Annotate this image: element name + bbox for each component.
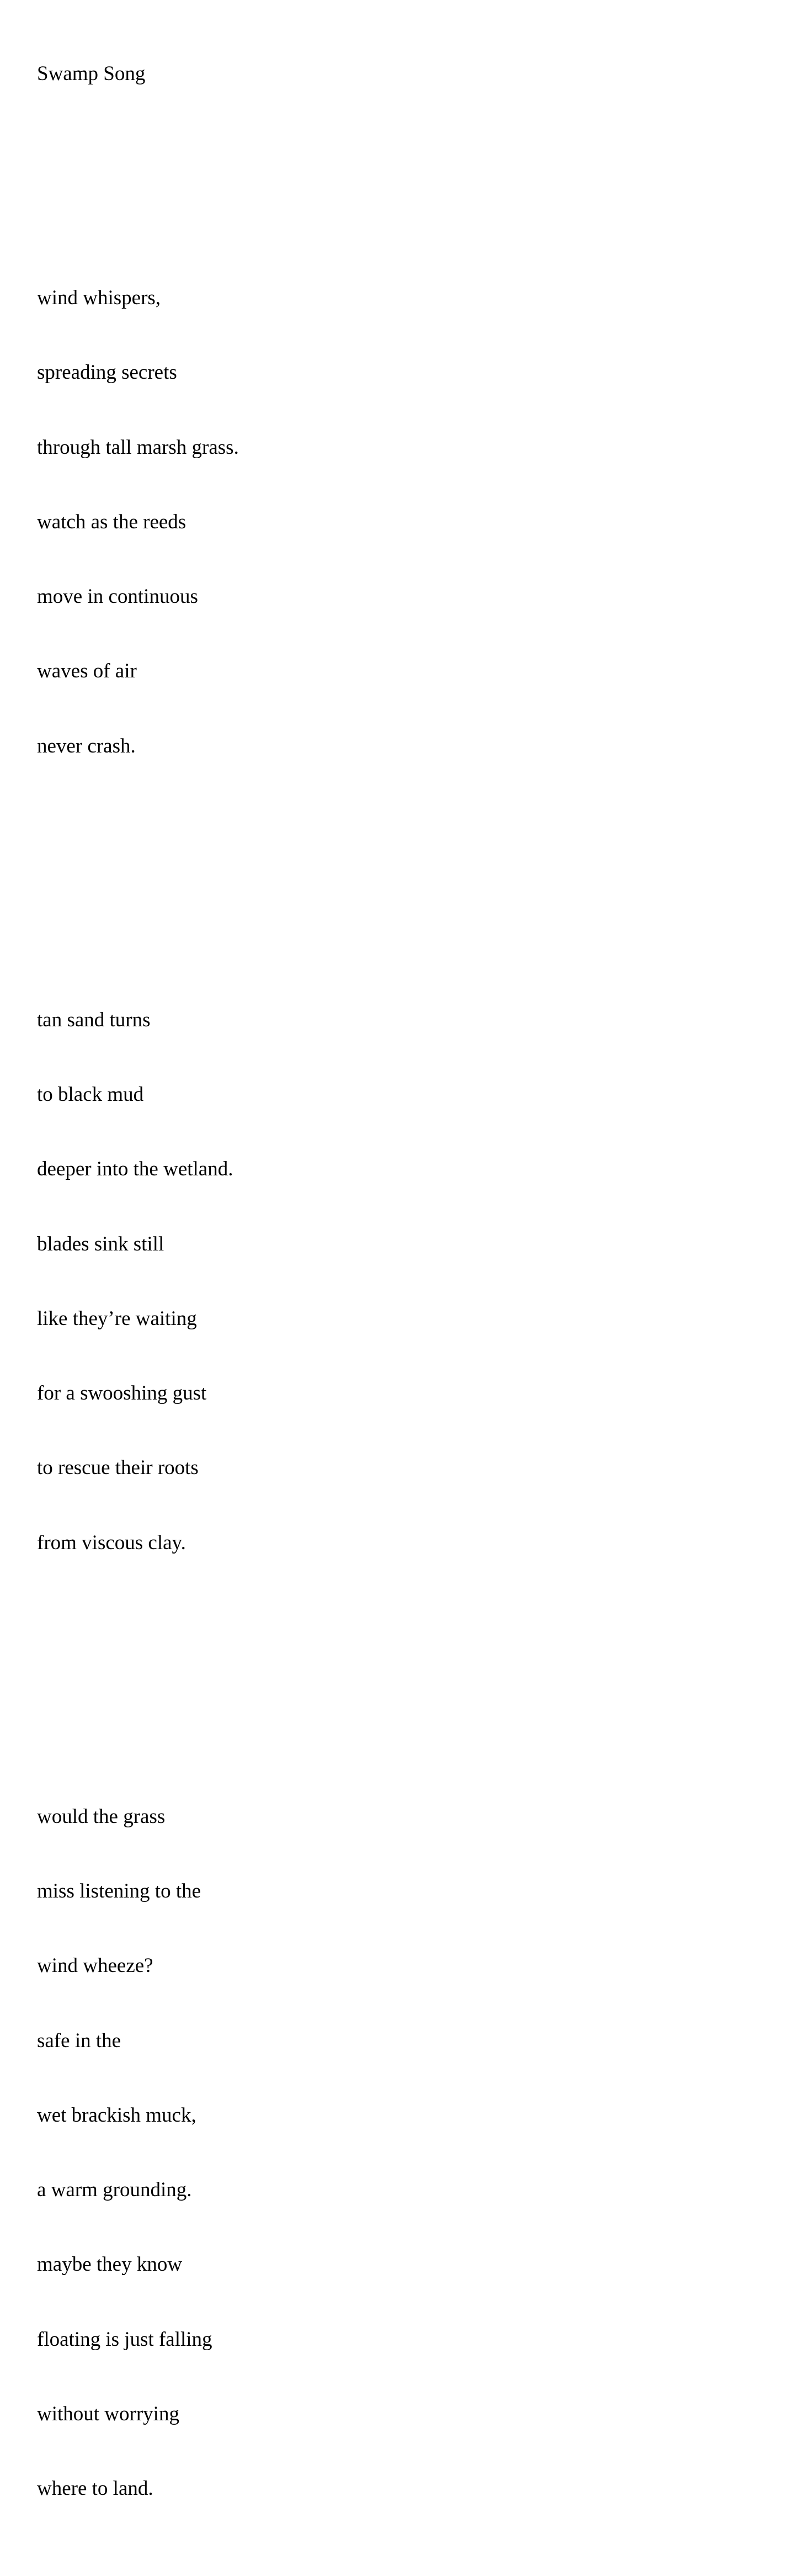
poem-line: for a swooshing gust xyxy=(37,1382,207,1405)
poem-line: a warm grounding. xyxy=(37,2179,192,2202)
poem-line: maybe they know xyxy=(37,2253,183,2276)
poem-line: to rescue their roots xyxy=(37,1456,199,1480)
poem-line: without worrying xyxy=(37,2403,179,2425)
stanza-1 xyxy=(37,236,239,808)
poem-line: safe in the xyxy=(37,2029,121,2052)
poem-line: deeper into the wetland. xyxy=(37,1158,233,1181)
poem-line: would the grass xyxy=(37,1805,166,1828)
poem-line: miss listening to the xyxy=(37,1880,201,1903)
poem-line: watch as the reeds xyxy=(37,510,186,533)
poem-line: wind whispers, xyxy=(37,287,161,310)
poem-line: like they’re waiting xyxy=(37,1307,197,1330)
poem-line: where to land. xyxy=(37,2477,153,2500)
poem-line: spreading secrets xyxy=(37,361,177,384)
stanza-3 xyxy=(37,1755,239,2551)
poem-line: floating is just falling xyxy=(37,2328,212,2351)
poem-line: wet brackish muck, xyxy=(37,2103,196,2127)
poem-line: through tall marsh grass. xyxy=(37,436,239,459)
poem-line: wind wheeze? xyxy=(37,1954,153,1978)
poem-line: move in continuous xyxy=(37,585,198,608)
poem-line: from viscous clay. xyxy=(37,1531,186,1554)
poem-line: blades sink still xyxy=(37,1232,164,1255)
poem-title: Swamp Song xyxy=(37,62,146,86)
poem-line: to black mud xyxy=(37,1083,144,1106)
stanza-gap xyxy=(37,1655,239,1679)
document-page xyxy=(37,12,239,2576)
stanza-gap xyxy=(37,858,239,883)
poem-line: never crash. xyxy=(37,734,136,757)
poem-line: tan sand turns xyxy=(37,1008,151,1031)
stanza-2 xyxy=(37,958,239,1605)
poem-line: waves of air xyxy=(37,660,137,683)
stanza-gap xyxy=(37,136,239,161)
